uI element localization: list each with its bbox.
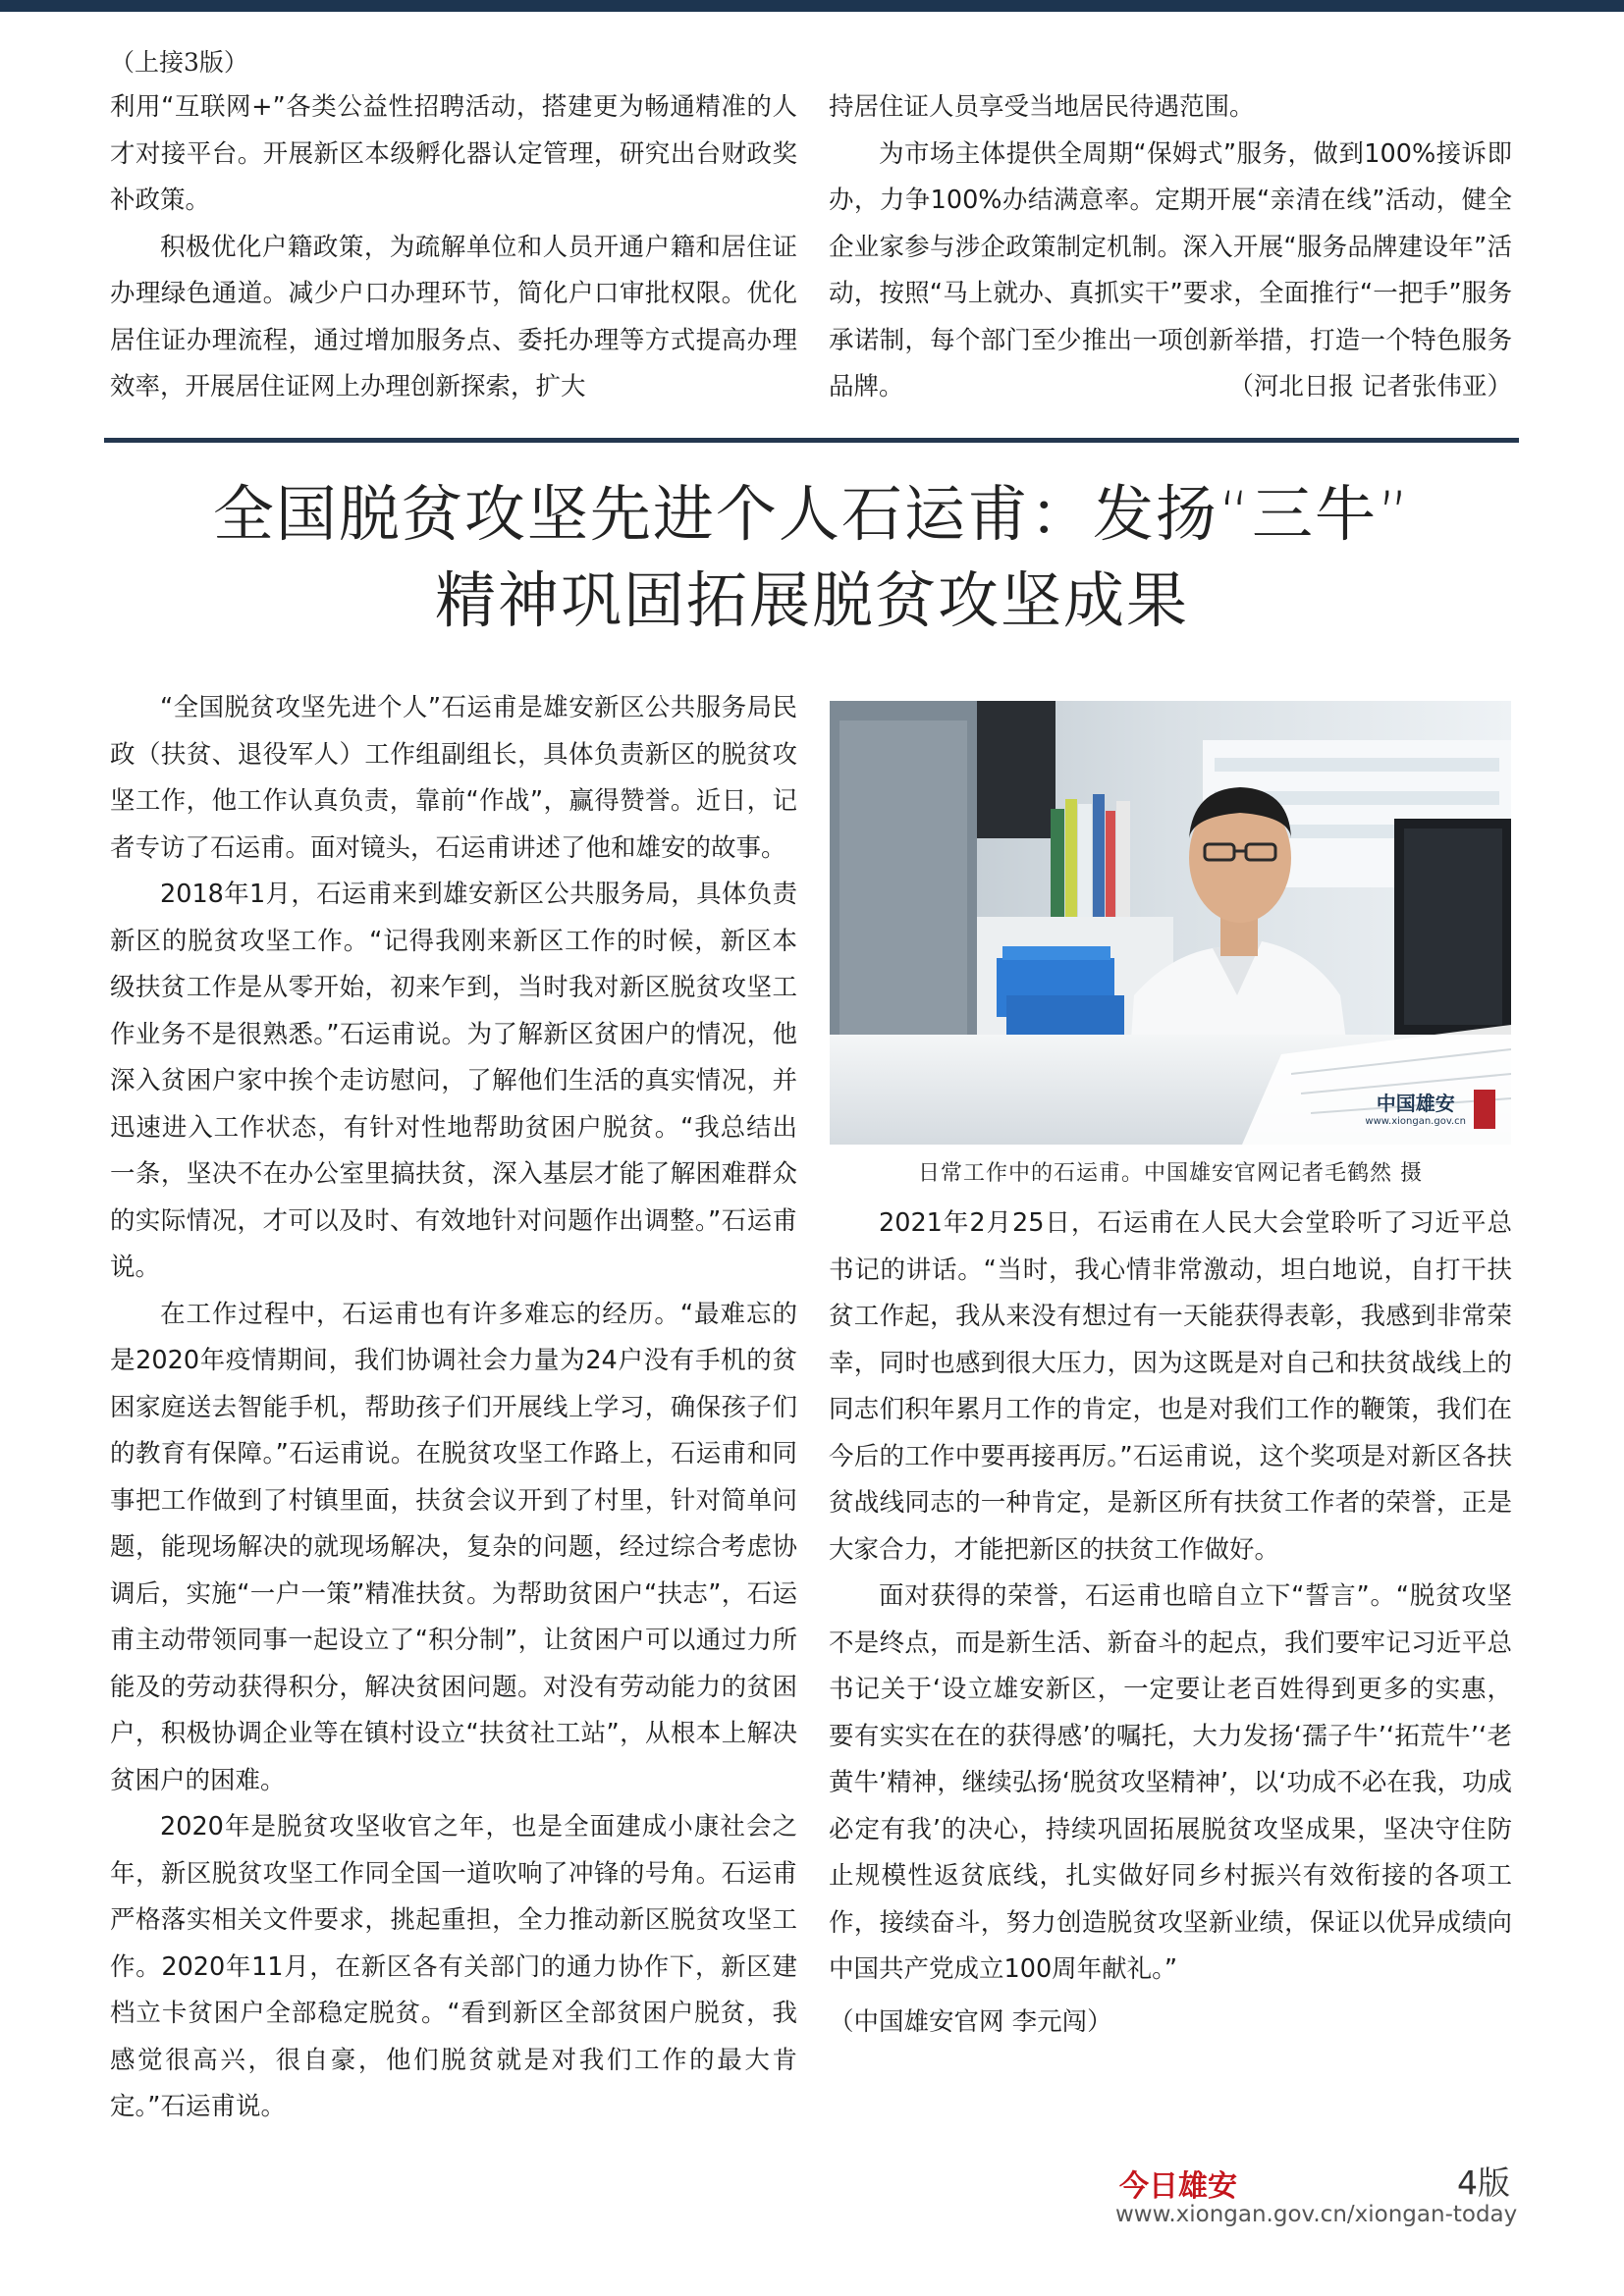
main-article-left-column: [110, 685, 797, 2131]
paragraph: 2021年2月25日，石运甫在人民大会堂聆听了习近平总书记的讲话。“当时，我心情非常激动，坦白地说，自打干扶贫工作起，我从来没有想过有一天能获得表彰，我感到非常荣幸，同时也感到很大压力，因为这既是对自己和扶贫战线上的同志们积年累月工作的肯定，也是对我们工作的鞭策，我们在今后的工作中要再接再厉。”石运甫说，这个奖项是对新区各扶贫战线同志的一种肯定，是新区所有扶贫工作者的荣誉，正是大家合力，才能把新区的扶贫工作做好。: [829, 1208, 1512, 1565]
paragraph: 利用“互联网+”各类公益性招聘活动，搭建更为畅通精准的人才对接平台。开展新区本级孵化器认定管理，研究出台财政奖补政策。: [110, 92, 797, 215]
photo-watermark: [1365, 1088, 1466, 1127]
headline-line-2: 精神巩固拓展脱贫攻坚成果: [434, 564, 1189, 636]
photo-watermark-text: 中国雄安: [1376, 1092, 1455, 1115]
continued-from-label: （上接3版）: [110, 48, 248, 77]
paragraph: [829, 132, 1512, 411]
paragraph: 面对获得的荣誉，石运甫也暗自立下“誓言”。“脱贫攻坚不是终点，而是新生活、新奋斗的起点，我们要牢记习近平总书记关于‘设立雄安新区，一定要让老百姓得到更多的实惠，要有实实在在的获得感’的嘱托，大力发扬‘孺子牛’‘拓荒牛’‘老黄牛’精神，继续弘扬‘脱贫攻坚精神’，以‘功成不必在我，功成必定有我’的决心，持续巩固拓展脱贫攻坚成果，坚决守住防止规模性返贫底线，扎实做好同乡村振兴有效衔接的各项工作，接续奋斗，努力创造脱贫攻坚新业绩，保证以优异成绩向中国共产党成立100周年献礼。”: [829, 1581, 1512, 1984]
photo-caption: 日常工作中的石运甫。中国雄安官网记者毛鹤然 摄: [918, 1161, 1423, 1186]
section-divider: [104, 438, 1519, 443]
article-headline: [59, 471, 1565, 644]
page-number: 4版: [1457, 2163, 1510, 2202]
article-credit: （中国雄安官网 李元闯）: [829, 2006, 1112, 2037]
paragraph: 2020年是脱贫攻坚收官之年，也是全面建成小康社会之年，新区脱贫攻坚工作同全国一道吹响了冲锋的号角。石运甫严格落实相关文件要求，挑起重担，全力推动新区脱贫攻坚工作。2020年11月，在新区各有关部门的通力协作下，新区建档立卡贫困户全部稳定脱贫。“看到新区全部贫困户脱贫，我感觉很高兴，很自豪，他们脱贫就是对我们工作的最大肯定。”石运甫说。: [110, 1812, 797, 2121]
article-credit: （河北日报 记者张伟亚）: [1228, 372, 1512, 401]
photo-seal: [1474, 1090, 1495, 1129]
site-url: www.xiongan.gov.cn/xiongan-today: [1115, 2202, 1518, 2227]
photo-watermark-url: www.xiongan.gov.cn: [1365, 1116, 1466, 1127]
paragraph: 积极优化户籍政策，为疏解单位和人员开通户籍和居住证办理绿色通道。减少户口办理环节，简化户口审批权限。优化居住证办理流程，通过增加服务点、委托办理等方式提高办理效率，开展居住证网上办理创新探索，扩大: [110, 232, 797, 401]
paragraph: 2018年1月，石运甫来到雄安新区公共服务局，具体负责新区的脱贫攻坚工作。“记得我刚来新区工作的时候，新区本级扶贫工作是从零开始，初来乍到，当时我对新区脱贫攻坚工作业务不是很熟悉。”石运甫说。为了解新区贫困户的情况，他深入贫困户家中挨个走访慰问，了解他们生活的真实情况，并迅速进入工作状态，有针对性地帮助贫困户脱贫。“我总结出一条，坚决不在办公室里搞扶贫，深入基层才能了解困难群众的实际情况，才可以及时、有效地针对问题作出调整。”石运甫说。: [110, 880, 797, 1282]
office-scene-illustration: [830, 701, 1511, 1145]
top-color-bar: [0, 0, 1624, 12]
newspaper-logo: 今日雄安: [1119, 2169, 1237, 2204]
paragraph: 持居住证人员享受当地居民待遇范围。: [829, 92, 1255, 122]
paragraph: 在工作过程中，石运甫也有许多难忘的经历。“最难忘的是2020年疫情期间，我们协调社会力量为24户没有手机的贫困家庭送去智能手机，帮助孩子们开展线上学习，确保孩子们的教育有保障。”石运甫说。在脱贫攻坚工作路上，石运甫和同事把工作做到了村镇里面，扶贫会议开到了村里，针对简单问题，能现场解决的就现场解决，复杂的问题，经过综合考虑协调后，实施“一户一策”精准扶贫。为帮助贫困户“扶志”，石运甫主动带领同事一起设立了“积分制”，让贫困户可以通过力所能及的劳动获得积分，解决贫困问题。对没有劳动能力的贫困户，积极协调企业等在镇村设立“扶贫社工站”，从根本上解决贫困户的困难。: [110, 1299, 797, 1795]
article-photo: [830, 701, 1511, 1145]
paragraph: “全国脱贫攻坚先进个人”石运甫是雄安新区公共服务局民政（扶贫、退役军人）工作组副组长，具体负责新区的脱贫攻坚工作，他工作认真负责，靠前“作战”，赢得赞誉。近日，记者专访了石运甫。面对镜头，石运甫讲述了他和雄安的故事。: [110, 693, 797, 863]
top-article-right-column: [829, 84, 1512, 411]
top-article-left-column: [110, 84, 797, 411]
paragraph-text: 为市场主体提供全周期“保姆式”服务，做到100%接诉即办，力争100%办结满意率。定期开展“亲清在线”活动，健全企业家参与涉企政策制定机制。深入开展“服务品牌建设年”活动，按照“马上就办、真抓实干”要求，全面推行“一把手”服务承诺制，每个部门至少推出一项创新举措，打造一个特色服务品牌。: [829, 138, 1512, 401]
main-article-right-column: [829, 1201, 1512, 2046]
headline-line-1: 全国脱贫攻坚先进个人石运甫：发扬“三牛”: [212, 478, 1412, 550]
